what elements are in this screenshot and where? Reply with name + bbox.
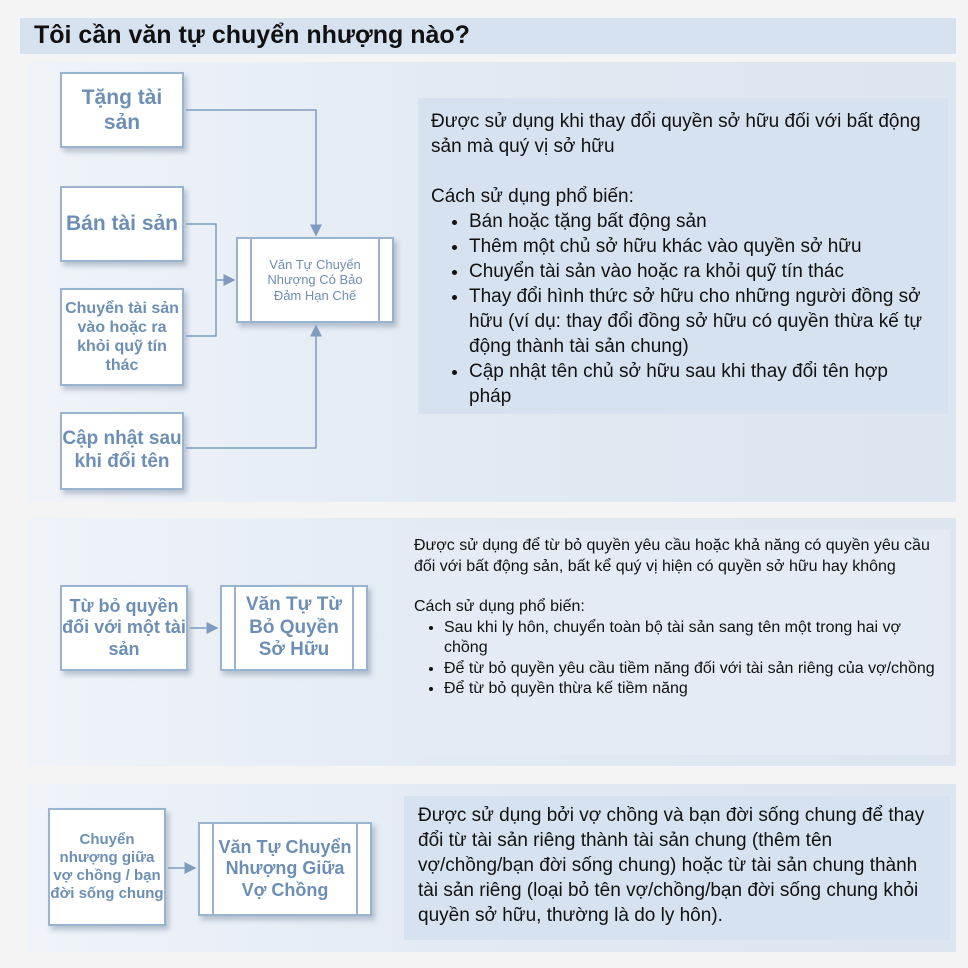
source-spousal-label: Chuyển nhượng giữa vợ chồng / bạn đời sống chung xyxy=(50,831,164,902)
source-gift-label: Tặng tài sản xyxy=(81,85,163,134)
description-text-2: Được sử dụng để từ bỏ quyền yêu cầu hoặc khả năng có quyền yêu cầu đối với bất động sản, bất kể quý vị hiện có quyền sở hữu hay không xyxy=(414,537,930,575)
deed-limited-warranty-label: Văn Tự Chuyển Nhượng Có Bảo Đảm Hạn Chế xyxy=(267,256,363,303)
source-name-change-label: Cập nhật sau khi đổi tên xyxy=(62,428,182,472)
connector-sale xyxy=(186,224,216,280)
uses-label-1: Cách sử dụng phổ biến: xyxy=(431,186,634,207)
list-item: • Để từ bỏ quyền yêu cầu tiềm năng đối với tài sản riêng của vợ/chồng xyxy=(444,659,940,680)
list-item: • Sau khi ly hôn, chuyển toàn bộ tài sản sang tên một trong hai vợ chồng xyxy=(444,618,940,659)
connector-gift xyxy=(186,110,316,235)
source-relinquish-label: Từ bỏ quyền đối với một tài sản xyxy=(62,595,186,659)
description-text-1: Được sử dụng khi thay đổi quyền sở hữu đối với bất động sản mà quý vị sở hữu xyxy=(431,111,921,157)
list-item: • Thêm một chủ sở hữu khác vào quyền sở hữu xyxy=(469,234,934,259)
source-sale-label: Bán tài sản xyxy=(65,212,179,236)
list-item: • Bán hoặc tặng bất động sản xyxy=(469,209,934,234)
connector-trust xyxy=(186,280,216,336)
connector-name-change xyxy=(186,326,316,448)
deed-interspousal-label: Văn Tự Chuyển Nhượng Giữa Vợ Chồng xyxy=(218,836,352,900)
list-item: • Để từ bỏ quyền thừa kế tiềm năng xyxy=(444,679,940,700)
uses-label-2: Cách sử dụng phổ biến: xyxy=(414,598,585,615)
deed-quitclaim-label: Văn Tự Từ Bỏ Quyền Sở Hữu xyxy=(245,593,343,661)
list-item: • Chuyển tài sản vào hoặc ra khỏi quỹ tín thác xyxy=(469,259,934,284)
source-trust-label: Chuyển tài sản vào hoặc ra khỏi quỹ tín thác xyxy=(65,299,179,375)
page-title: Tôi cần văn tự chuyển nhượng nào? xyxy=(34,21,470,49)
description-text-3: Được sử dụng bởi vợ chồng và bạn đời sống chung để thay đổi từ tài sản riêng thành tài sản chung (thêm tên vợ/chồng/bạn đời sống chung) hoặc từ tài sản chung thành tài sản riêng (loại bỏ tên vợ/chồng/bạn đời sống chung khỏi quyền sở hữu, thường là do ly hôn). xyxy=(418,805,925,926)
list-item: • Thay đổi hình thức sở hữu cho những người đồng sở hữu (ví dụ: thay đổi đồng sở hữu có quyền thừa kế tự động thành tài sản chung) xyxy=(469,284,934,359)
list-item: • Cập nhật tên chủ sở hữu sau khi thay đổi tên hợp pháp xyxy=(469,359,934,409)
